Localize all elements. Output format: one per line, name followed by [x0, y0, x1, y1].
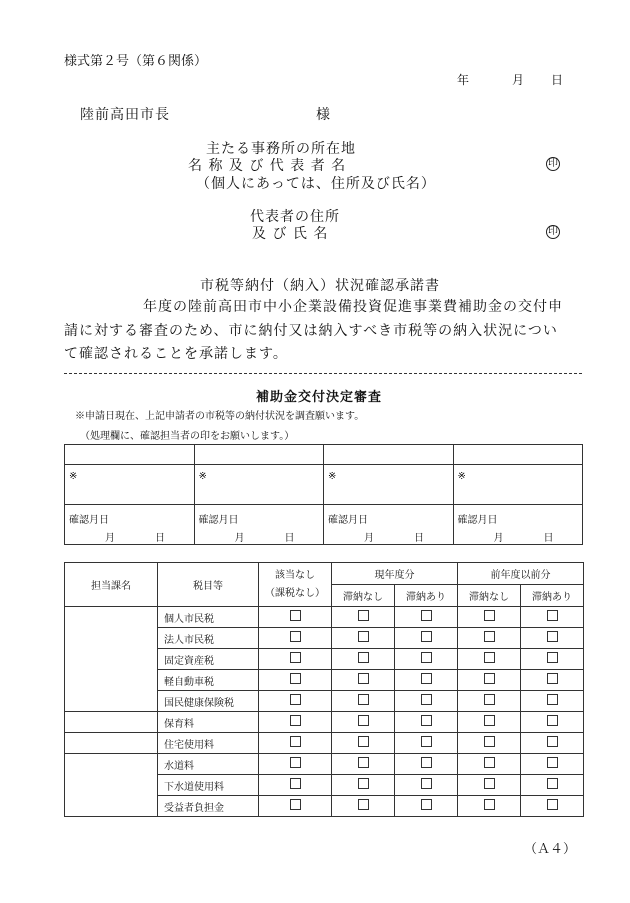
review-note-1: ※申請日現在、上記申請者の市税等の納付状況を調査願います。: [75, 411, 365, 422]
header-not-applicable: [259, 563, 332, 607]
checkbox[interactable]: [484, 652, 495, 663]
tax-item-label: 軽自動車税: [158, 670, 259, 691]
checkbox[interactable]: [547, 610, 558, 621]
applicant-office-address: 主たる事務所の所在地: [206, 141, 356, 157]
review-title: 補助金交付決定審査: [256, 390, 383, 405]
date-day-label: 日: [551, 73, 564, 87]
checkbox[interactable]: [421, 799, 432, 810]
checkbox-cell[interactable]: [521, 733, 584, 754]
confirm-date-cell[interactable]: [453, 505, 583, 545]
checkbox[interactable]: [290, 736, 301, 747]
checkbox[interactable]: [290, 673, 301, 684]
checkbox[interactable]: [547, 736, 558, 747]
tax-item-label: 国民健康保険税: [158, 691, 259, 712]
checkbox[interactable]: [290, 778, 301, 789]
checkbox-cell[interactable]: [458, 628, 521, 649]
checkbox[interactable]: [290, 757, 301, 768]
seal-mark: 印: [548, 226, 558, 237]
checkbox[interactable]: [421, 694, 432, 705]
review-note-2: （処理欄に、確認担当者の印をお願いします。）: [80, 431, 295, 442]
confirm-day-label: 日: [543, 533, 554, 544]
checkbox[interactable]: [421, 757, 432, 768]
header-dept: 担当課名: [65, 563, 158, 607]
checkbox-cell[interactable]: [332, 670, 395, 691]
checkbox[interactable]: [421, 778, 432, 789]
stamp-header-cell: [453, 445, 583, 465]
checkbox-cell[interactable]: [332, 691, 395, 712]
checkbox-cell[interactable]: [259, 754, 332, 775]
tax-status-table: [64, 562, 584, 817]
checkbox[interactable]: [358, 652, 369, 663]
dept-cell[interactable]: [65, 712, 158, 733]
checkbox[interactable]: [547, 799, 558, 810]
stamp-mark: ※: [69, 471, 78, 482]
confirm-date-cell[interactable]: [324, 505, 454, 545]
rep-address-label: 代表者の住所: [250, 209, 340, 225]
confirm-month-label: 月: [105, 533, 115, 544]
checkbox[interactable]: [358, 631, 369, 642]
checkbox-cell[interactable]: [395, 796, 458, 817]
tax-item-label: 下水道使用料: [158, 775, 259, 796]
confirm-month-label: 月: [364, 533, 374, 544]
dept-cell[interactable]: [65, 733, 158, 754]
stamp-mark: ※: [198, 471, 207, 482]
tax-item-label: 固定資産税: [158, 649, 259, 670]
checkbox[interactable]: [484, 631, 495, 642]
checkbox-cell[interactable]: [521, 796, 584, 817]
checkbox-cell[interactable]: [395, 628, 458, 649]
checkbox-cell[interactable]: [458, 712, 521, 733]
checkbox-cell[interactable]: [395, 733, 458, 754]
checkbox[interactable]: [547, 652, 558, 663]
tax-item-label: 保育料: [158, 712, 259, 733]
checkbox-cell[interactable]: [521, 670, 584, 691]
rep-name-label: 及 び 氏 名: [252, 226, 329, 242]
header-none-line2: （課税なし）: [265, 587, 325, 599]
paper-size-label: （Ａ４）: [524, 842, 577, 857]
checkbox-cell[interactable]: [259, 670, 332, 691]
checkbox[interactable]: [290, 652, 301, 663]
checkbox-cell[interactable]: [259, 712, 332, 733]
checkbox-cell[interactable]: [332, 733, 395, 754]
checkbox[interactable]: [358, 757, 369, 768]
checkbox[interactable]: [547, 673, 558, 684]
applicant-name-rep: 名 称 及 び 代 表 者 名: [188, 158, 347, 174]
stamp-header-cell: [324, 445, 454, 465]
checkbox[interactable]: [290, 631, 301, 642]
stamp-cell[interactable]: [453, 465, 583, 505]
checkbox[interactable]: [358, 736, 369, 747]
checkbox[interactable]: [358, 694, 369, 705]
checkbox[interactable]: [547, 694, 558, 705]
confirm-date-label: 確認月日: [328, 515, 368, 526]
confirm-date-cell[interactable]: [65, 505, 195, 545]
stamp-cell[interactable]: [194, 465, 324, 505]
checkbox-cell[interactable]: [395, 607, 458, 628]
checkbox[interactable]: [421, 736, 432, 747]
checkbox-cell[interactable]: [395, 649, 458, 670]
checkbox[interactable]: [358, 778, 369, 789]
checkbox-cell[interactable]: [395, 712, 458, 733]
checkbox-cell[interactable]: [259, 796, 332, 817]
checkbox-cell[interactable]: [458, 670, 521, 691]
checkbox-cell[interactable]: [521, 649, 584, 670]
checkbox-cell[interactable]: [332, 649, 395, 670]
checkbox[interactable]: [421, 610, 432, 621]
checkbox-cell[interactable]: [332, 712, 395, 733]
confirm-date-label: 確認月日: [69, 515, 109, 526]
checkbox[interactable]: [484, 673, 495, 684]
checkbox-cell[interactable]: [395, 775, 458, 796]
checkbox-cell[interactable]: [259, 628, 332, 649]
checkbox-cell[interactable]: [259, 649, 332, 670]
checkbox[interactable]: [484, 757, 495, 768]
checkbox-cell[interactable]: [521, 712, 584, 733]
checkbox[interactable]: [484, 694, 495, 705]
header-no-arrears: 滞納なし: [332, 585, 395, 607]
checkbox[interactable]: [290, 799, 301, 810]
checkbox[interactable]: [358, 715, 369, 726]
checkbox-cell[interactable]: [332, 607, 395, 628]
tax-item-label: 受益者負担金: [158, 796, 259, 817]
confirm-day-label: 日: [155, 533, 165, 544]
checkbox[interactable]: [547, 631, 558, 642]
cut-line-divider: [64, 373, 582, 374]
addressee-honorific: 様: [316, 107, 331, 123]
checkbox[interactable]: [421, 673, 432, 684]
tax-item-label: 住宅使用料: [158, 733, 259, 754]
form-number: 様式第２号（第６関係）: [64, 54, 208, 69]
checkbox-cell[interactable]: [332, 628, 395, 649]
confirm-date-label: 確認月日: [198, 515, 239, 526]
stamp-header-cell: [65, 445, 195, 465]
header-arrears: 滞納あり: [521, 585, 584, 607]
checkbox-cell[interactable]: [259, 607, 332, 628]
checkbox[interactable]: [358, 799, 369, 810]
checkbox-cell[interactable]: [395, 691, 458, 712]
tax-item-label: 個人市民税: [158, 607, 259, 628]
checkbox-cell[interactable]: [458, 754, 521, 775]
tax-item-label: 法人市民税: [158, 628, 259, 649]
confirm-day-label: 日: [414, 533, 424, 544]
checkbox[interactable]: [358, 610, 369, 621]
stamp-header-cell: [194, 445, 324, 465]
checkbox-cell[interactable]: [521, 628, 584, 649]
stamp-cell[interactable]: [65, 465, 195, 505]
checkbox-cell[interactable]: [259, 775, 332, 796]
checkbox-cell[interactable]: [521, 691, 584, 712]
header-no-arrears: 滞納なし: [458, 585, 521, 607]
checkbox[interactable]: [290, 715, 301, 726]
confirm-day-label: 日: [284, 533, 295, 544]
checkbox[interactable]: [484, 799, 495, 810]
checkbox-cell[interactable]: [458, 775, 521, 796]
body-line-2: 請に対する審査のため、市に納付又は納入すべき市税等の納入状況につい: [64, 323, 558, 339]
checkbox[interactable]: [547, 778, 558, 789]
confirm-month-label: 月: [493, 533, 504, 544]
body-line-3: て確認されることを承諾します。: [64, 346, 288, 362]
stamp-cell[interactable]: [324, 465, 454, 505]
checkbox-cell[interactable]: [458, 649, 521, 670]
header-previous-years: 前年度以前分: [458, 563, 584, 585]
date-year-label: 年: [457, 73, 470, 87]
checkbox[interactable]: [290, 610, 301, 621]
checkbox[interactable]: [484, 610, 495, 621]
checkbox[interactable]: [421, 631, 432, 642]
checkbox-cell[interactable]: [332, 796, 395, 817]
checkbox-cell[interactable]: [395, 754, 458, 775]
review-stamp-table: [64, 444, 583, 545]
confirm-date-label: 確認月日: [457, 515, 498, 526]
checkbox[interactable]: [484, 736, 495, 747]
body-line-1: 年度の陸前高田市中小企業設備投資促進事業費補助金の交付申: [143, 299, 563, 315]
applicant-individual-note: （個人にあっては、住所及び氏名）: [196, 176, 436, 192]
checkbox-cell[interactable]: [259, 691, 332, 712]
checkbox-cell[interactable]: [395, 670, 458, 691]
checkbox-cell[interactable]: [521, 607, 584, 628]
document-title: 市税等納付（納入）状況確認承諾書: [200, 278, 440, 294]
dept-cell[interactable]: [65, 607, 158, 712]
checkbox[interactable]: [358, 673, 369, 684]
header-arrears: 滞納あり: [395, 585, 458, 607]
confirm-date-cell[interactable]: [194, 505, 324, 545]
seal-mark: 印: [548, 158, 558, 169]
header-tax: 税目等: [158, 563, 259, 607]
dept-cell[interactable]: [65, 754, 158, 817]
confirm-month-label: 月: [234, 533, 245, 544]
header-none-line1: 該当なし: [275, 569, 315, 581]
checkbox-cell[interactable]: [458, 796, 521, 817]
checkbox-cell[interactable]: [332, 775, 395, 796]
checkbox[interactable]: [484, 778, 495, 789]
date-month-label: 月: [512, 73, 525, 87]
stamp-mark: ※: [457, 471, 466, 482]
checkbox-cell[interactable]: [458, 607, 521, 628]
stamp-mark: ※: [328, 471, 337, 482]
checkbox[interactable]: [290, 694, 301, 705]
checkbox-cell[interactable]: [458, 691, 521, 712]
checkbox-cell[interactable]: [259, 733, 332, 754]
checkbox[interactable]: [484, 715, 495, 726]
checkbox[interactable]: [421, 715, 432, 726]
header-current-year: 現年度分: [332, 563, 458, 585]
checkbox[interactable]: [547, 715, 558, 726]
checkbox-cell[interactable]: [521, 775, 584, 796]
tax-item-label: 水道料: [158, 754, 259, 775]
checkbox-cell[interactable]: [458, 733, 521, 754]
checkbox-cell[interactable]: [521, 754, 584, 775]
checkbox[interactable]: [547, 757, 558, 768]
checkbox-cell[interactable]: [332, 754, 395, 775]
addressee-name: 陸前高田市長: [80, 107, 170, 123]
checkbox[interactable]: [421, 652, 432, 663]
